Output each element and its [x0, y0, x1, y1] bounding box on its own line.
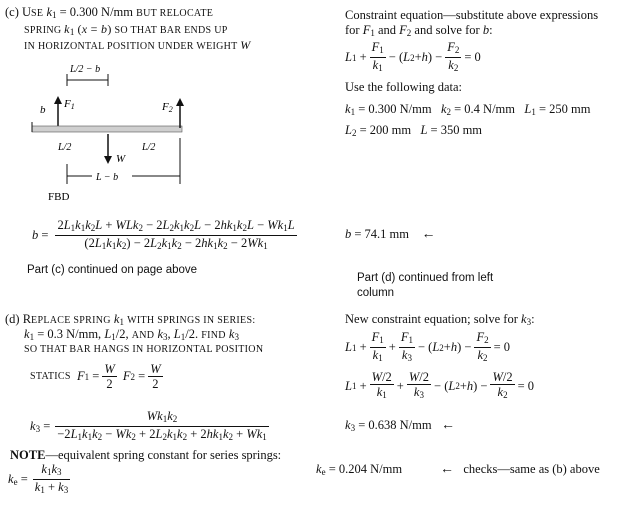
part-d-continued-line2: column — [357, 287, 395, 299]
part-c-continued-note: Part (c) continued on page above — [27, 264, 198, 276]
use-data-text: Use the following data: — [345, 80, 462, 94]
k3-numerator: $Wk_1k_2$ — [55, 409, 269, 427]
fbd-diagram — [20, 58, 200, 208]
checks-text — [440, 462, 600, 478]
new-constraint-eq2: L 1 + $\frac{W/2}{k_1}$ + $\frac{W/2}{k_3}$ − ( L 2 + h ) − $\frac{W/2}{k_2}$ = 0 — [345, 370, 535, 400]
result-arrow-icon: ← — [421, 227, 436, 242]
fbd-f1-label: F1 — [64, 98, 75, 111]
fbd-left-half: L/2 — [58, 142, 72, 153]
constraint-text-line2: for $F_1$ and $F_2$ and solve for b: — [345, 23, 493, 38]
ke-denominator: $k_1 + k_3$ — [34, 480, 69, 495]
part-d-heading-line3: SO THAT BAR HANGS IN HORIZONTAL POSITION — [24, 344, 264, 355]
part-c-heading-line1: (c) USE $k_1 = 0.300$ N/mm BUT RELOCATE — [5, 5, 214, 20]
statics-label: STATICS — [30, 371, 71, 382]
fbd-top-dim: L/2 − b — [70, 64, 101, 75]
ke-result: $k_e = 0.204$ N/mm — [316, 462, 403, 477]
b-denominator: $(2L_1k_1k_2) - 2L_2k_1k_2 - 2hk_1k_2 - 2Wk_1$ — [84, 236, 268, 251]
statics-equations: STATICS F 1 = $\frac{W}{2}$ F 2 = $\frac{W}{2}$ — [30, 362, 161, 391]
fbd-bar — [32, 126, 182, 132]
fbd-f2-label: F2 — [162, 101, 173, 114]
ke-numerator: $k_1k_3$ — [33, 462, 70, 480]
fbd-b-label: b — [40, 104, 46, 116]
b-result: b = 74.1 mm ← — [345, 227, 436, 242]
fbd-w-label: W — [116, 153, 126, 165]
fbd-label: FBD — [48, 191, 70, 203]
part-c-heading-line2: SPRING $k_1$ (x = b) SO THAT BAR ENDS UP — [24, 22, 228, 37]
part-d-continued-line1: Part (d) continued from left — [357, 272, 494, 284]
fbd-bottom-dim: L − b — [96, 172, 119, 183]
note-text: NOTE—equivalent spring constant for series springs: — [10, 448, 282, 462]
new-constraint-eq1: L 1 + $\frac{F_1}{k_1}$ + $\frac{F_1}{k_3}$ − ( L 2 + h ) − $\frac{F_2}{k_2}$ = 0 — [345, 330, 511, 363]
constraint-text-line1: Constraint equation—substitute above expressions — [345, 8, 599, 22]
checks-label: checks—same as (b) above — [463, 462, 600, 476]
b-equation: b = $\frac{2L_1k_1k_2L + WLk_2 - 2L_2k_1k_2L - 2hk_1k_2L - Wk_1L}{(2L_1k_1k_2) - 2L_2k_1k_2 - 2hk_1k_2 - 2Wk_1}$ — [32, 218, 295, 251]
constraint-equation: L 1 + $\frac{F_1}{k_1}$ − ( L 2 + h ) − $\frac{F_2}{k_2}$ = 0 — [345, 40, 481, 73]
fbd-right-half: L/2 — [142, 142, 156, 153]
ke-equation: $k_e$ = $\frac{k_1k_3}{k_1 + k_3}$ — [8, 462, 69, 495]
checks-arrow-icon: ← — [440, 462, 454, 477]
part-c-heading-line3: IN HORIZONTAL POSITION UNDER WEIGHT W — [24, 38, 251, 52]
part-d-heading-line1: (d) REPLACE SPRING $k_1$ WITH SPRINGS IN SERIES: — [5, 312, 256, 327]
b-numerator: $2L_1k_1k_2L + WLk_2 - 2L_2k_1k_2L - 2hk_1k_2L - Wk_1L$ — [55, 218, 296, 236]
data-line2: $L_2 = 200$ mm L = 350 mm — [345, 123, 483, 138]
k3-arrow-icon: ← — [440, 418, 455, 433]
new-constraint-text: New constraint equation; solve for $k_3$: — [345, 312, 535, 327]
data-line1: $k_1 = 0.300$ N/mm $k_2 = 0.4$ N/mm $L_1 = 250$ mm — [345, 102, 591, 117]
k3-denominator: $-2L_1k_1k_2 - Wk_2 + 2L_2k_1k_2 + 2hk_1k_2 + Wk_1$ — [57, 427, 267, 442]
k3-equation: $k_3$ = $\frac{Wk_1k_2}{-2L_1k_1k_2 - Wk_2 + 2L_2k_1k_2 + 2hk_1k_2 + Wk_1}$ — [30, 409, 267, 442]
part-d-heading-line2: $k_1 = 0.3$ N/mm, $L_1/2$, AND $k_3$, $L_1/2$. FIND $k_3$ — [24, 327, 239, 342]
k3-result: $k_3 = 0.638$ N/mm ← — [345, 418, 455, 433]
